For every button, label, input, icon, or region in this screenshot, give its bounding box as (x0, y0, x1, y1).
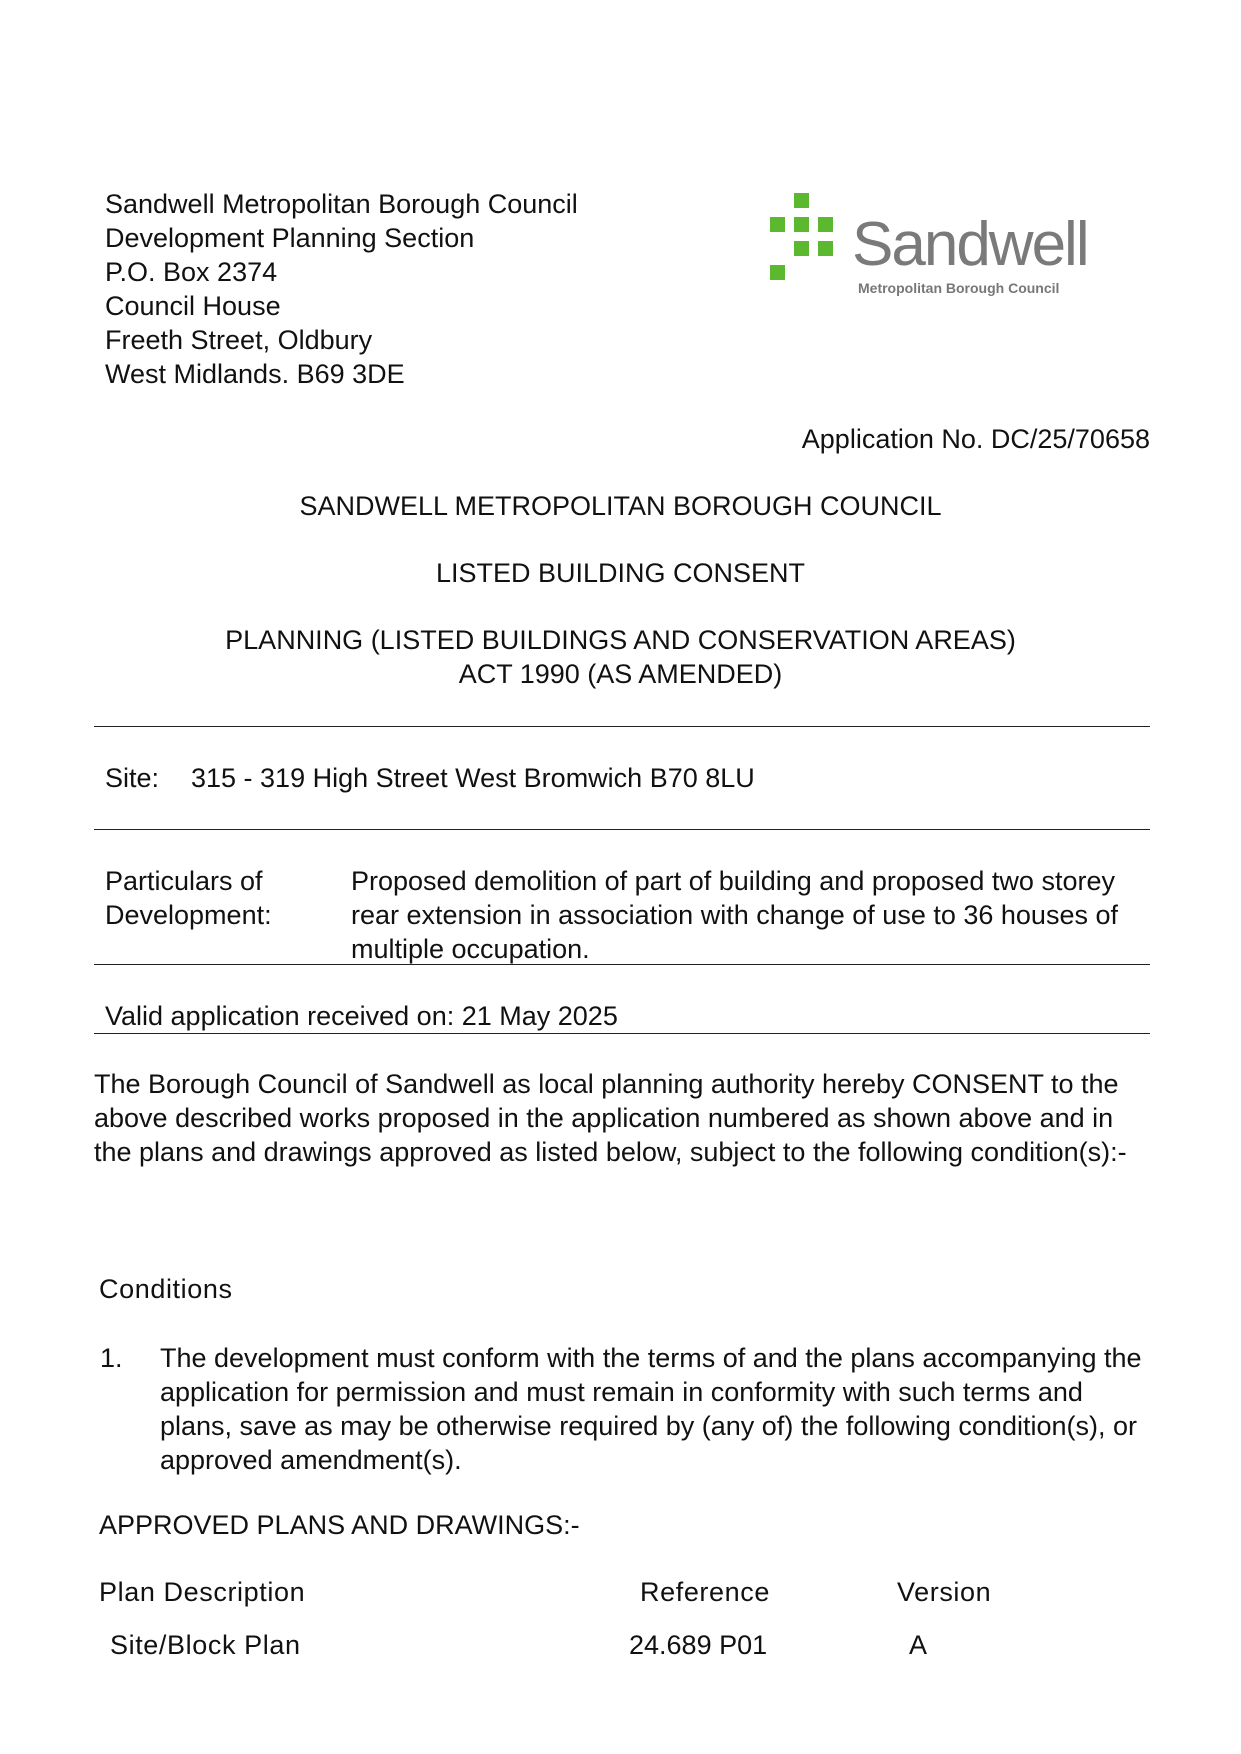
act-heading-line-1: PLANNING (LISTED BUILDINGS AND CONSERVATION AREAS) (225, 625, 1016, 655)
approved-plans-heading: APPROVED PLANS AND DRAWINGS:- (99, 1510, 580, 1540)
plan-row-version: A (909, 1630, 928, 1660)
plan-row-reference: 24.689 P01 (629, 1630, 768, 1660)
sandwell-logo-mark (770, 193, 1115, 303)
divider (94, 1033, 1150, 1034)
particulars-text: Proposed demolition of part of building and proposed two storey rear extension in association with change of use to 36 houses of multiple occupation. (351, 866, 1118, 964)
consent-paragraph: The Borough Council of Sandwell as local planning authority hereby CONSENT to the above described works proposed in the application numbered as shown above and in the plans and drawings approved as listed below, subject to the following condition(s):- (94, 1069, 1127, 1167)
address-line: Sandwell Metropolitan Borough Council (105, 189, 578, 219)
conditions-heading: Conditions (99, 1274, 233, 1304)
address-line: West Midlands. B69 3DE (105, 359, 405, 389)
site-address: 315 - 319 High Street West Bromwich B70 8LU (191, 763, 755, 793)
application-number: Application No. DC/25/70658 (801, 424, 1150, 454)
address-line: P.O. Box 2374 (105, 257, 278, 287)
logo-wordmark: Sandwell (852, 210, 1088, 279)
sandwell-logo (770, 193, 1115, 303)
particulars-label-line-2: Development: (105, 900, 272, 930)
act-heading-line-2: ACT 1990 (AS AMENDED) (458, 659, 783, 689)
sender-address (105, 187, 578, 391)
site-label: Site: (105, 763, 160, 793)
condition-text: The development must conform with the terms of and the plans accompanying the application for permission and must remain in conformity with such terms and plans, save as may be otherwise required by (any of) the following condition(s), or approved amendment(s). (160, 1343, 1142, 1475)
divider (94, 829, 1150, 830)
consent-type-heading: LISTED BUILDING CONSENT (435, 558, 806, 588)
particulars-label-line-1: Particulars of (105, 866, 263, 896)
divider (94, 964, 1150, 965)
council-heading: SANDWELL METROPOLITAN BOROUGH COUNCIL (299, 491, 942, 521)
divider (94, 726, 1150, 727)
address-line: Freeth Street, Oldbury (105, 325, 373, 355)
condition-number: 1. (100, 1343, 123, 1373)
plan-row-description: Site/Block Plan (110, 1630, 301, 1660)
plans-column-header-version: Version (897, 1577, 992, 1607)
plans-column-header-description: Plan Description (99, 1577, 306, 1607)
logo-subtitle: Metropolitan Borough Council (858, 280, 1060, 296)
address-line: Development Planning Section (105, 223, 475, 253)
plans-column-header-reference: Reference (640, 1577, 770, 1607)
valid-received-date: Valid application received on: 21 May 2025 (105, 1001, 618, 1031)
address-line: Council House (105, 291, 281, 321)
logo-squares-icon (770, 193, 833, 280)
